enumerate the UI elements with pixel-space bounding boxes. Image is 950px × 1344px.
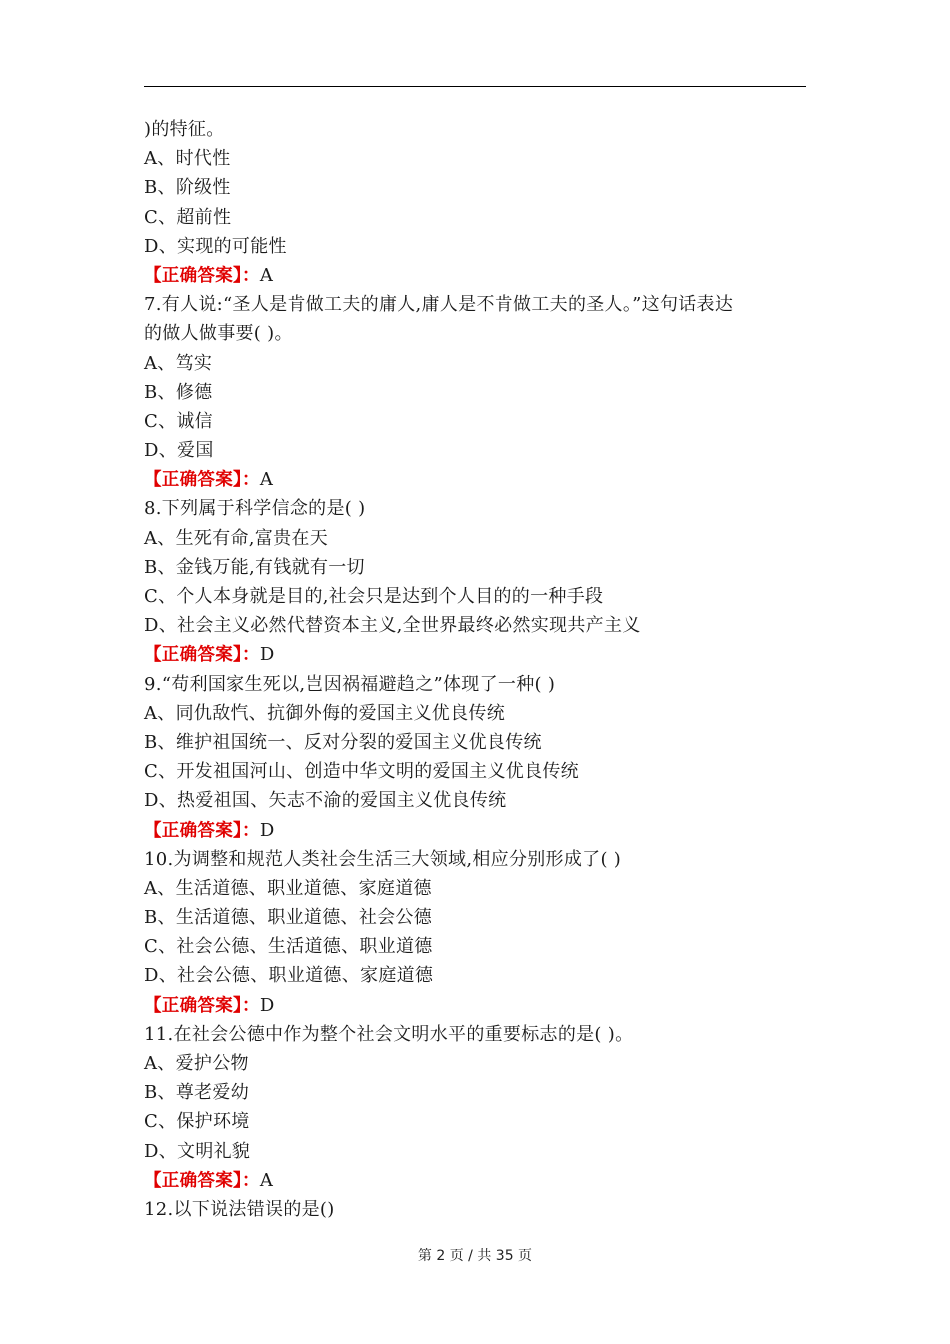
option-line: A、笃实	[144, 352, 213, 374]
answer-line	[144, 261, 814, 290]
answer-value: A	[259, 264, 274, 286]
question-line: 8.下列属于科学信念的是( )	[144, 498, 366, 520]
answer-label: 【正确答案】：	[144, 995, 260, 1016]
option-line: D、实现的可能性	[144, 235, 287, 257]
option-line: A、爱护公物	[144, 1053, 249, 1074]
text-line: 的做人做事要( )。	[144, 323, 293, 345]
answer-label: 【正确答案】：	[144, 470, 260, 491]
document-body	[144, 115, 814, 1224]
answer-value: A	[259, 1169, 274, 1191]
text-line: )的特征。	[144, 119, 225, 140]
answer-line	[144, 1166, 814, 1195]
option-line: D、爱国	[144, 440, 214, 462]
answer-line	[144, 465, 814, 494]
option-line: D、热爱祖国、矢志不渝的爱国主义优良传统	[144, 790, 507, 812]
answer-label: 【正确答案】：	[144, 820, 260, 841]
option-line: A、生活道德、职业道德、家庭道德	[144, 877, 432, 899]
answer-label: 【正确答案】：	[144, 1170, 260, 1191]
question-line: 10.为调整和规范人类社会生活三大领域,相应分别形成了( )	[144, 848, 622, 870]
question-line: 11.在社会公德中作为整个社会文明水平的重要标志的是( )。	[144, 1023, 634, 1045]
option-line: B、生活道德、职业道德、社会公德	[144, 907, 433, 929]
option-line: A、时代性	[144, 148, 231, 170]
answer-line	[144, 640, 814, 669]
option-line: C、开发祖国河山、创造中华文明的爱国主义优良传统	[144, 761, 579, 783]
option-line: A、同仇敌忾、抗御外侮的爱国主义优良传统	[144, 702, 505, 724]
option-line: C、超前性	[144, 206, 232, 228]
question-line: 7.有人说:“圣人是肯做工夫的庸人,庸人是不肯做工夫的圣人。”这句话表达	[144, 294, 734, 316]
option-line: B、修德	[144, 381, 213, 403]
answer-value: A	[259, 469, 274, 491]
header-rule	[144, 86, 806, 87]
question-line: 9.“苟利国家生死以,岂因祸福避趋之”体现了一种( )	[144, 673, 556, 695]
option-line: D、社会主义必然代替资本主义,全世界最终必然实现共产主义	[144, 615, 641, 637]
answer-label: 【正确答案】：	[144, 645, 260, 666]
answer-line	[144, 991, 814, 1020]
option-line: B、阶级性	[144, 177, 231, 199]
option-line: C、保护环境	[144, 1111, 250, 1133]
answer-line	[144, 816, 814, 845]
answer-value: D	[259, 994, 275, 1016]
option-line: D、文明礼貌	[144, 1140, 251, 1162]
option-line: C、个人本身就是目的,社会只是达到个人目的的一种手段	[144, 586, 604, 607]
page-footer: 第 2 页 / 共 35 页	[417, 1248, 533, 1264]
option-line: B、尊老爱幼	[144, 1082, 250, 1104]
answer-label: 【正确答案】：	[144, 265, 260, 286]
answer-value: D	[259, 819, 275, 841]
option-line: B、维护祖国统一、反对分裂的爱国主义优良传统	[144, 731, 542, 753]
option-line: C、社会公德、生活道德、职业道德	[144, 936, 433, 958]
answer-value: D	[259, 644, 275, 666]
option-line: D、社会公德、职业道德、家庭道德	[144, 965, 434, 987]
question-line: 12.以下说法错误的是()	[144, 1198, 335, 1220]
option-line: A、生死有命,富贵在天	[144, 527, 329, 549]
option-line: C、诚信	[144, 410, 213, 432]
option-line: B、金钱万能,有钱就有一切	[144, 556, 365, 578]
